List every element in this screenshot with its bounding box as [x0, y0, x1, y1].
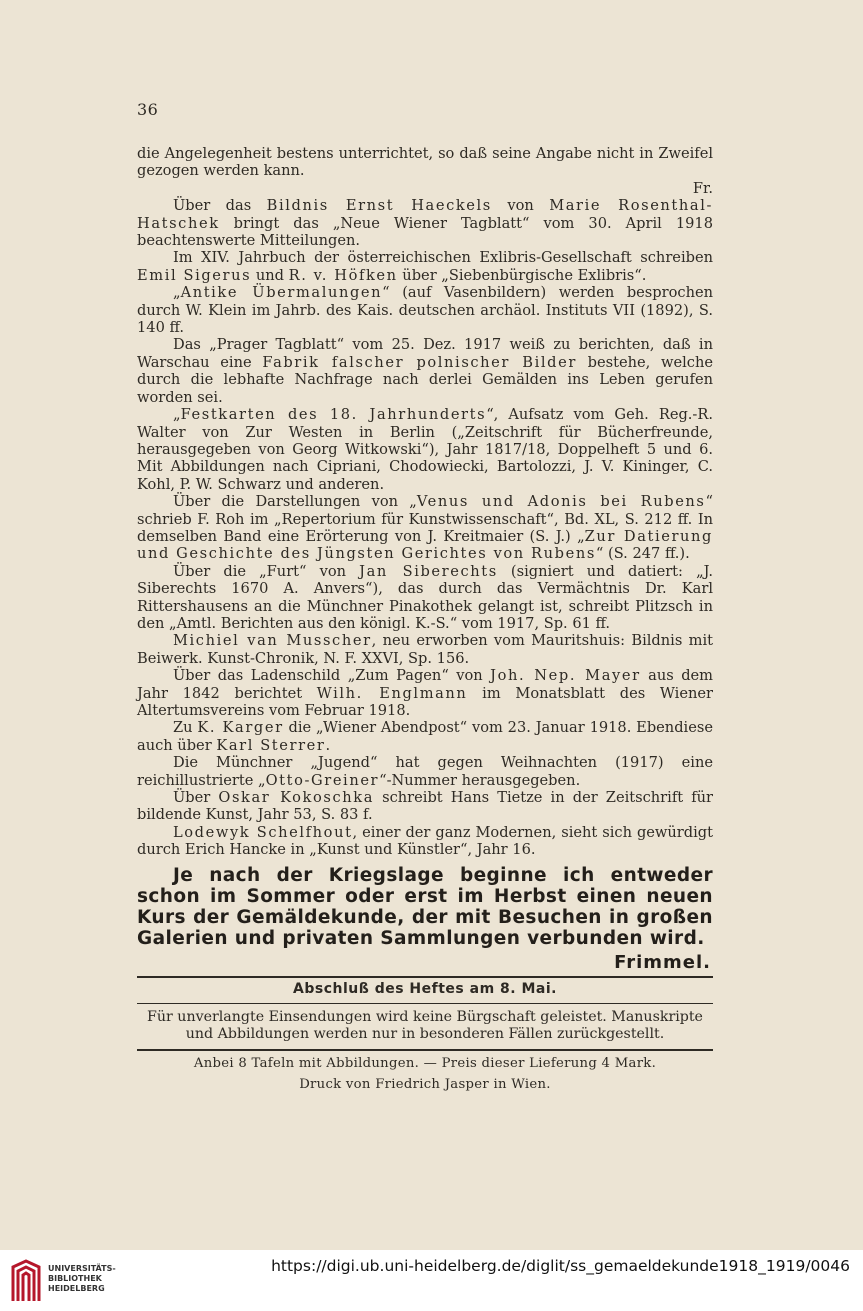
paragraph [137, 249, 713, 284]
text-run: Über [173, 789, 219, 807]
paragraph [137, 667, 713, 719]
text-run: Über das Ladenschild „Zum Pagen“ von [173, 667, 491, 685]
printer-note: Druck von Friedrich Jasper in Wien. [299, 1077, 551, 1092]
spaced-emphasis: Fabrik falscher polnischer Bilder [262, 353, 577, 371]
spaced-emphasis: Lodewyk Schelfhout [173, 823, 353, 841]
paragraph [137, 789, 713, 824]
text-run: Über die „Furt“ von [173, 562, 360, 580]
text-run: Über die Darstellungen von „ [173, 493, 417, 511]
paragraph [137, 824, 713, 859]
text-run: “ (auf Vasenbildern) werden besprochen durch W. Klein im Jahrb. des Kais. deutschen archäol. Instituts VII (1892), S. 140 ff. [137, 284, 714, 337]
spaced-emphasis: Venus und Adonis bei Rubens [416, 493, 706, 511]
text-run: Im XIV. Jahrbuch der österreichischen Exlibris-Gesellschaft schreiben [173, 249, 713, 267]
submission-disclaimer: Für unverlangte Einsendungen wird keine Bürgschaft geleistet. Manuskripte und Abbildungen werden nur in besonderen Fällen zurückgestellt. [147, 1009, 703, 1042]
paragraph [137, 145, 713, 197]
paragraph [137, 719, 713, 754]
spaced-emphasis: Wilh. Englmann [316, 684, 468, 702]
text-run: , einer der ganz Modernen, sieht sich gewürdigt durch Erich Hancke in „Kunst und Künstler“, Jahr 16. [137, 823, 714, 859]
library-logo-icon [10, 1259, 42, 1303]
spaced-emphasis: Karl Sterrer [216, 736, 326, 754]
paragraph-signature: Fr. [692, 179, 713, 197]
notice-signature: Frimmel. [614, 952, 711, 973]
spaced-emphasis: Otto-Greiner [265, 771, 380, 789]
spaced-emphasis: Bildnis Ernst Haeckels [266, 197, 492, 215]
spaced-emphasis: Oskar Kokoschka [218, 789, 374, 807]
text-run: bringt das „Neue Wiener Tagblatt“ vom 30. April 1918 beachtenswerte Mitteilungen. [137, 214, 713, 250]
paragraph [137, 563, 713, 633]
divider-rule [137, 976, 713, 978]
plates-price-note: Anbei 8 Tafeln mit Abbildungen. — Preis dieser Lieferung 4 Mark. [193, 1056, 657, 1071]
text-run: “-Nummer herausgegeben. [379, 771, 581, 789]
spaced-emphasis: Festkarten des 18. Jahrhunderts [180, 406, 487, 424]
spaced-emphasis: Marie Rosenthal-Hatschek [137, 197, 713, 232]
text-run: “, Aufsatz vom Geh. Reg.-R. Walter von Zur Westen in Berlin („Zeitschrift für Bücherfreunde, herausgegeben von Georg Witkowski“), Jahr 1817/18, Doppelheft 5 und 6. Mit Abbildungen nach Cipriani, Chodowiecki, Bartolozzi, J. V. Kininger, C. Kohl, P. W. Schwarz und anderen. [137, 406, 713, 493]
text-run: . [325, 736, 331, 754]
text-run: die Angelegenheit bestens unterrichtet, so daß seine Angabe nicht in Zweifel gezogen werden kann. [137, 145, 713, 180]
course-notice: Je nach der Kriegslage beginne ich entweder schon im Sommer oder erst im Herbst einen neuen Kurs der Gemäldekunde, der mit Besuchen in großen Galerien und privaten Sammlungen verbunden wird. [137, 865, 713, 949]
paragraph [137, 406, 713, 493]
spaced-emphasis: K. Karger [197, 719, 284, 737]
text-run: die „Wiener Abendpost“ vom 23. Januar 1918. Ebendiese auch über [137, 719, 713, 754]
divider-rule [137, 1003, 713, 1004]
spaced-emphasis: Emil Sigerus [137, 266, 252, 284]
text-run: (signiert und datiert: „J. Siberechts 1670 A. Anvers“), das durch das Vermächtnis Dr. Karl Rittershausens an die Münchner Pinakothek gelangt ist, schreibt Plitzsch in den „Amtl. Berichten aus den königl. K.-S.“ vom 1917, Sp. 61 ff. [137, 562, 713, 632]
text-run: im Monatsblatt des Wiener Altertumsvereins vom Februar 1918. [137, 684, 713, 719]
text-run: Die Münchner „Jugend“ hat gegen Weihnachten (1917) eine reichillustrierte „ [137, 754, 713, 789]
paragraph [137, 632, 713, 667]
text-run: und [251, 266, 289, 284]
permalink-url[interactable]: https://digi.ub.uni-heidelberg.de/diglit/ss_gemaeldekunde1918_1919/0046 [271, 1257, 850, 1275]
page-number: 36 [137, 100, 159, 119]
spaced-emphasis: Joh. Nep. Mayer [490, 667, 641, 685]
text-run: Über das [173, 197, 267, 215]
spaced-emphasis: Jan Siberechts [359, 562, 498, 580]
paragraph [137, 284, 713, 336]
library-name: UNIVERSITÄTS- BIBLIOTHEK HEIDELBERG [48, 1264, 116, 1293]
closing-date: Abschluß des Heftes am 8. Mai. [293, 981, 557, 997]
text-run: Zu [173, 719, 198, 737]
text-run: schreibt Hans Tietze in der Zeitschrift für bildende Kunst, Jahr 53, S. 83 f. [137, 789, 713, 824]
text-run: „ [173, 406, 181, 424]
paragraph [137, 197, 713, 249]
text-run: Das „Prager Tagblatt“ vom 25. Dez. 1917 weiß zu berichten, daß in Warschau eine [137, 336, 713, 371]
text-run: über „Siebenbürgische Exlibris“. [397, 266, 647, 284]
article-text [137, 145, 713, 859]
paragraph [137, 493, 713, 563]
text-run: “ (S. 247 ff.). [595, 545, 690, 563]
text-run: bestehe, welche durch die lebhafte Nachfrage nach derlei Gemälden ins Leben gerufen worden sei. [137, 353, 713, 406]
text-run: , neu erworben vom Mauritshuis: Bildnis mit Beiwerk. Kunst-Chronik, N. F. XXVI, Sp. 156. [137, 632, 713, 667]
paragraph [137, 754, 713, 789]
text-run: aus dem Jahr 1842 berichtet [137, 667, 714, 702]
spaced-emphasis: Zur Datierung und Geschichte des Jüngsten Gerichtes von Rubens [137, 527, 713, 563]
text-run: “ schrieb F. Roh im „Repertorium für Kunstwissenschaft“, Bd. XL, S. 212 ff. In demselben Band eine Erörterung von J. Kreitmaier (S. J.) „ [137, 493, 713, 545]
spaced-emphasis: Antike Übermalungen [180, 284, 383, 302]
spaced-emphasis: Michiel van Musscher [173, 632, 372, 650]
text-run: „ [173, 284, 181, 302]
text-run: von [491, 197, 550, 215]
divider-rule [137, 1049, 713, 1051]
paragraph [137, 336, 713, 406]
spaced-emphasis: R. v. Höfken [288, 266, 398, 284]
